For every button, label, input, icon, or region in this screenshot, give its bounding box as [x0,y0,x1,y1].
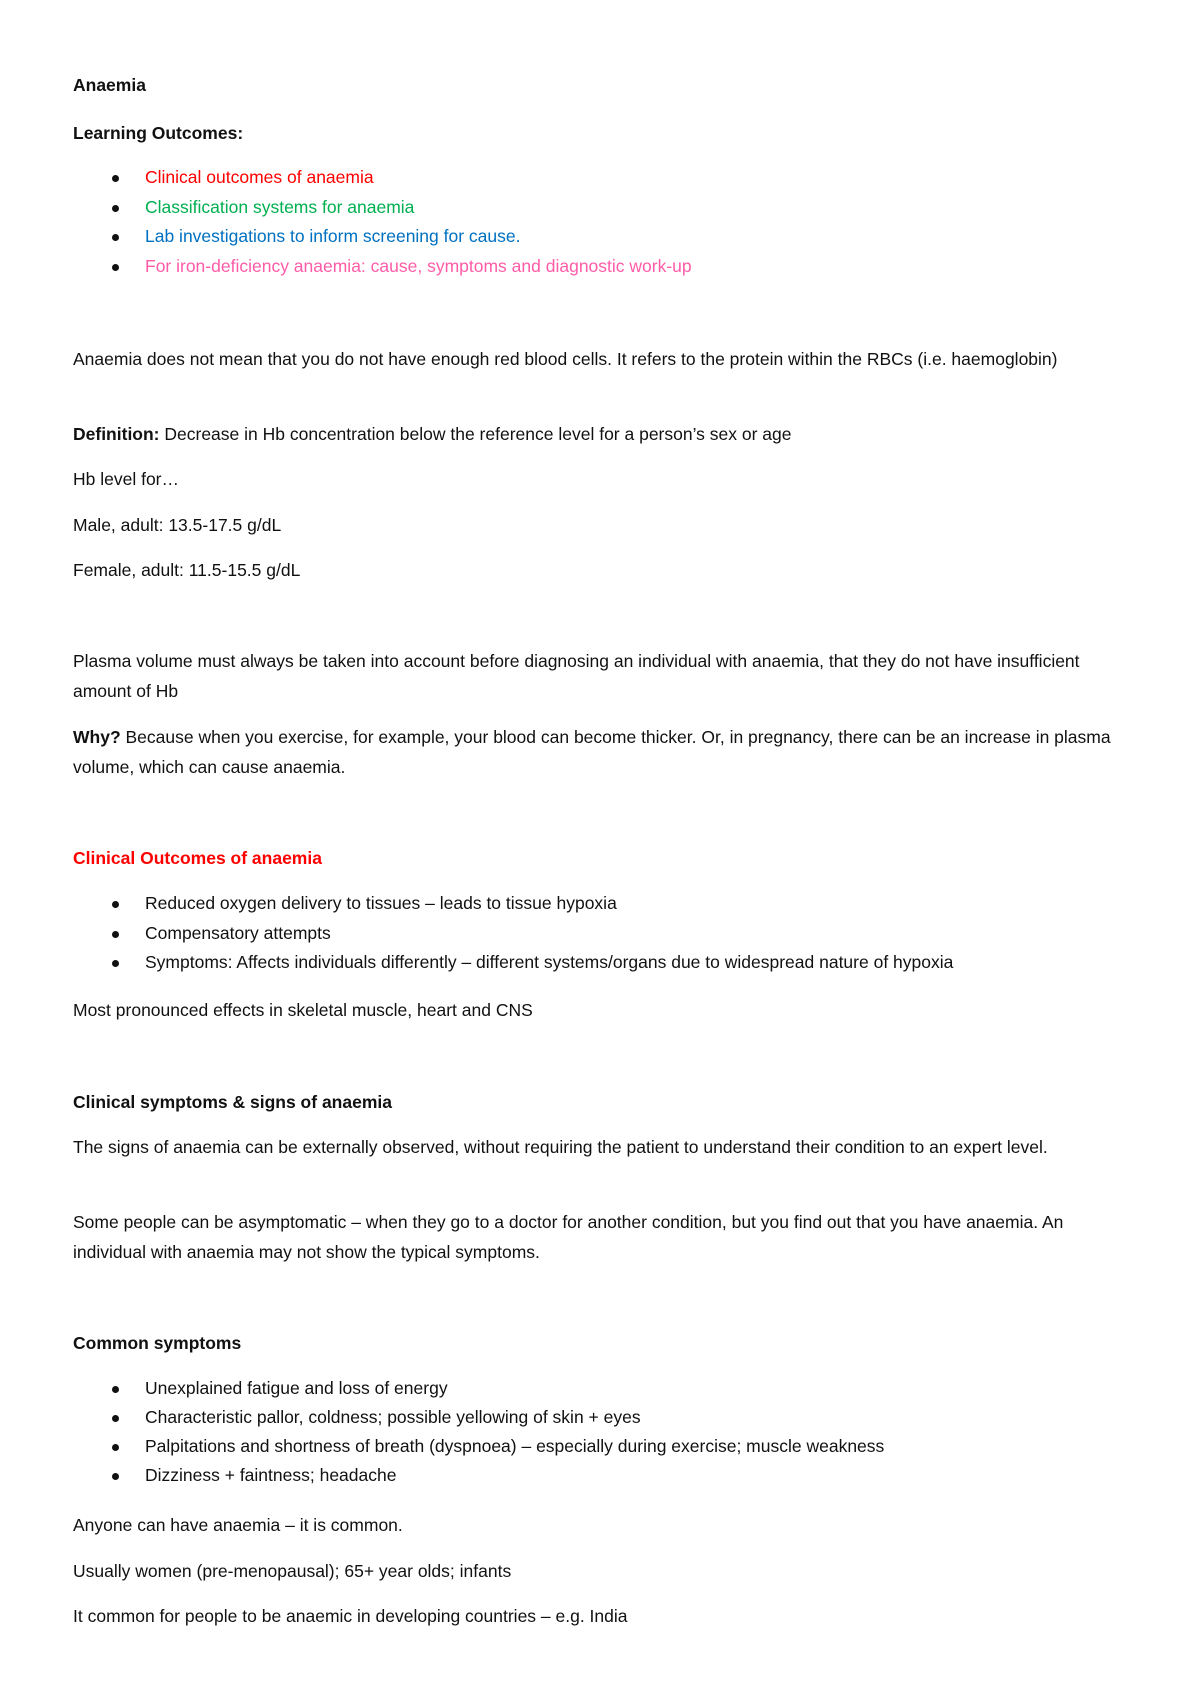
hb-female: Female, adult: 11.5-15.5 g/dL [73,560,301,580]
document-title: Anaemia [73,75,146,95]
bullet-icon [112,264,119,271]
developing-line: It common for people to be anaemic in developing countries – e.g. India [73,1606,628,1626]
intro-paragraph: Anaemia does not mean that you do not have enough red blood cells. It refers to the protein within the RBCs (i.e. haemoglobin) [73,349,1058,369]
list-item: Characteristic pallor, coldness; possible yellowing of skin + eyes [73,1403,1133,1432]
list-item: Symptoms: Affects individuals differently – different systems/organs due to widespread nature of hypoxia [73,948,1133,978]
definition-text: Decrease in Hb concentration below the reference level for a person’s sex or age [159,424,792,444]
hb-level-intro: Hb level for… [73,469,180,489]
usually-line: Usually women (pre-menopausal); 65+ year olds; infants [73,1561,512,1581]
clinical-outcomes-list [73,889,1133,978]
bullet-icon [112,1473,119,1480]
list-item: For iron-deficiency anaemia: cause, symptoms and diagnostic work-up [73,252,1133,282]
list-item: Dizziness + faintness; headache [73,1461,1133,1490]
bullet-icon [112,901,119,908]
definition-paragraph [73,419,1133,449]
bullet-icon [112,1444,119,1451]
anyone-line: Anyone can have anaemia – it is common. [73,1515,403,1535]
list-item: Lab investigations to inform screening for cause. [73,222,1133,252]
learning-outcomes-heading: Learning Outcomes: [73,123,244,143]
list-item: Reduced oxygen delivery to tissues – leads to tissue hypoxia [73,889,1133,919]
bullet-icon [112,1386,119,1393]
asymptomatic-paragraph: Some people can be asymptomatic – when they go to a doctor for another condition, but you find out that you have anaemia. An individual with anaemia may not show the typical symptoms. [73,1212,1064,1262]
list-item: Unexplained fatigue and loss of energy [73,1374,1133,1403]
common-symptoms-heading: Common symptoms [73,1333,242,1353]
bullet-icon [112,1415,119,1422]
plasma-paragraph: Plasma volume must always be taken into account before diagnosing an individual with anaemia, that they do not have insufficient amount of Hb [73,651,1080,701]
why-label: Why? [73,727,121,747]
pronounced-effects: Most pronounced effects in skeletal muscle, heart and CNS [73,1000,533,1020]
symptoms-signs-heading: Clinical symptoms & signs of anaemia [73,1092,392,1112]
list-item: Palpitations and shortness of breath (dyspnoea) – especially during exercise; muscle weakness [73,1432,1133,1461]
hb-male: Male, adult: 13.5-17.5 g/dL [73,515,282,535]
why-paragraph [73,722,1133,782]
bullet-icon [112,175,119,182]
common-symptoms-list [73,1374,1133,1490]
bullet-icon [112,205,119,212]
signs-paragraph: The signs of anaemia can be externally observed, without requiring the patient to understand their condition to an expert level. [73,1137,1048,1157]
definition-label: Definition: [73,424,160,444]
learning-outcomes-list [73,163,1133,281]
bullet-icon [112,234,119,241]
bullet-icon [112,931,119,938]
list-item: Clinical outcomes of anaemia [73,163,1133,193]
clinical-outcomes-heading: Clinical Outcomes of anaemia [73,848,322,868]
why-text: Because when you exercise, for example, your blood can become thicker. Or, in pregnancy, there can be an increase in plasma volume, which can cause anaemia. [73,727,1111,777]
list-item: Compensatory attempts [73,919,1133,949]
bullet-icon [112,960,119,967]
list-item: Classification systems for anaemia [73,193,1133,223]
